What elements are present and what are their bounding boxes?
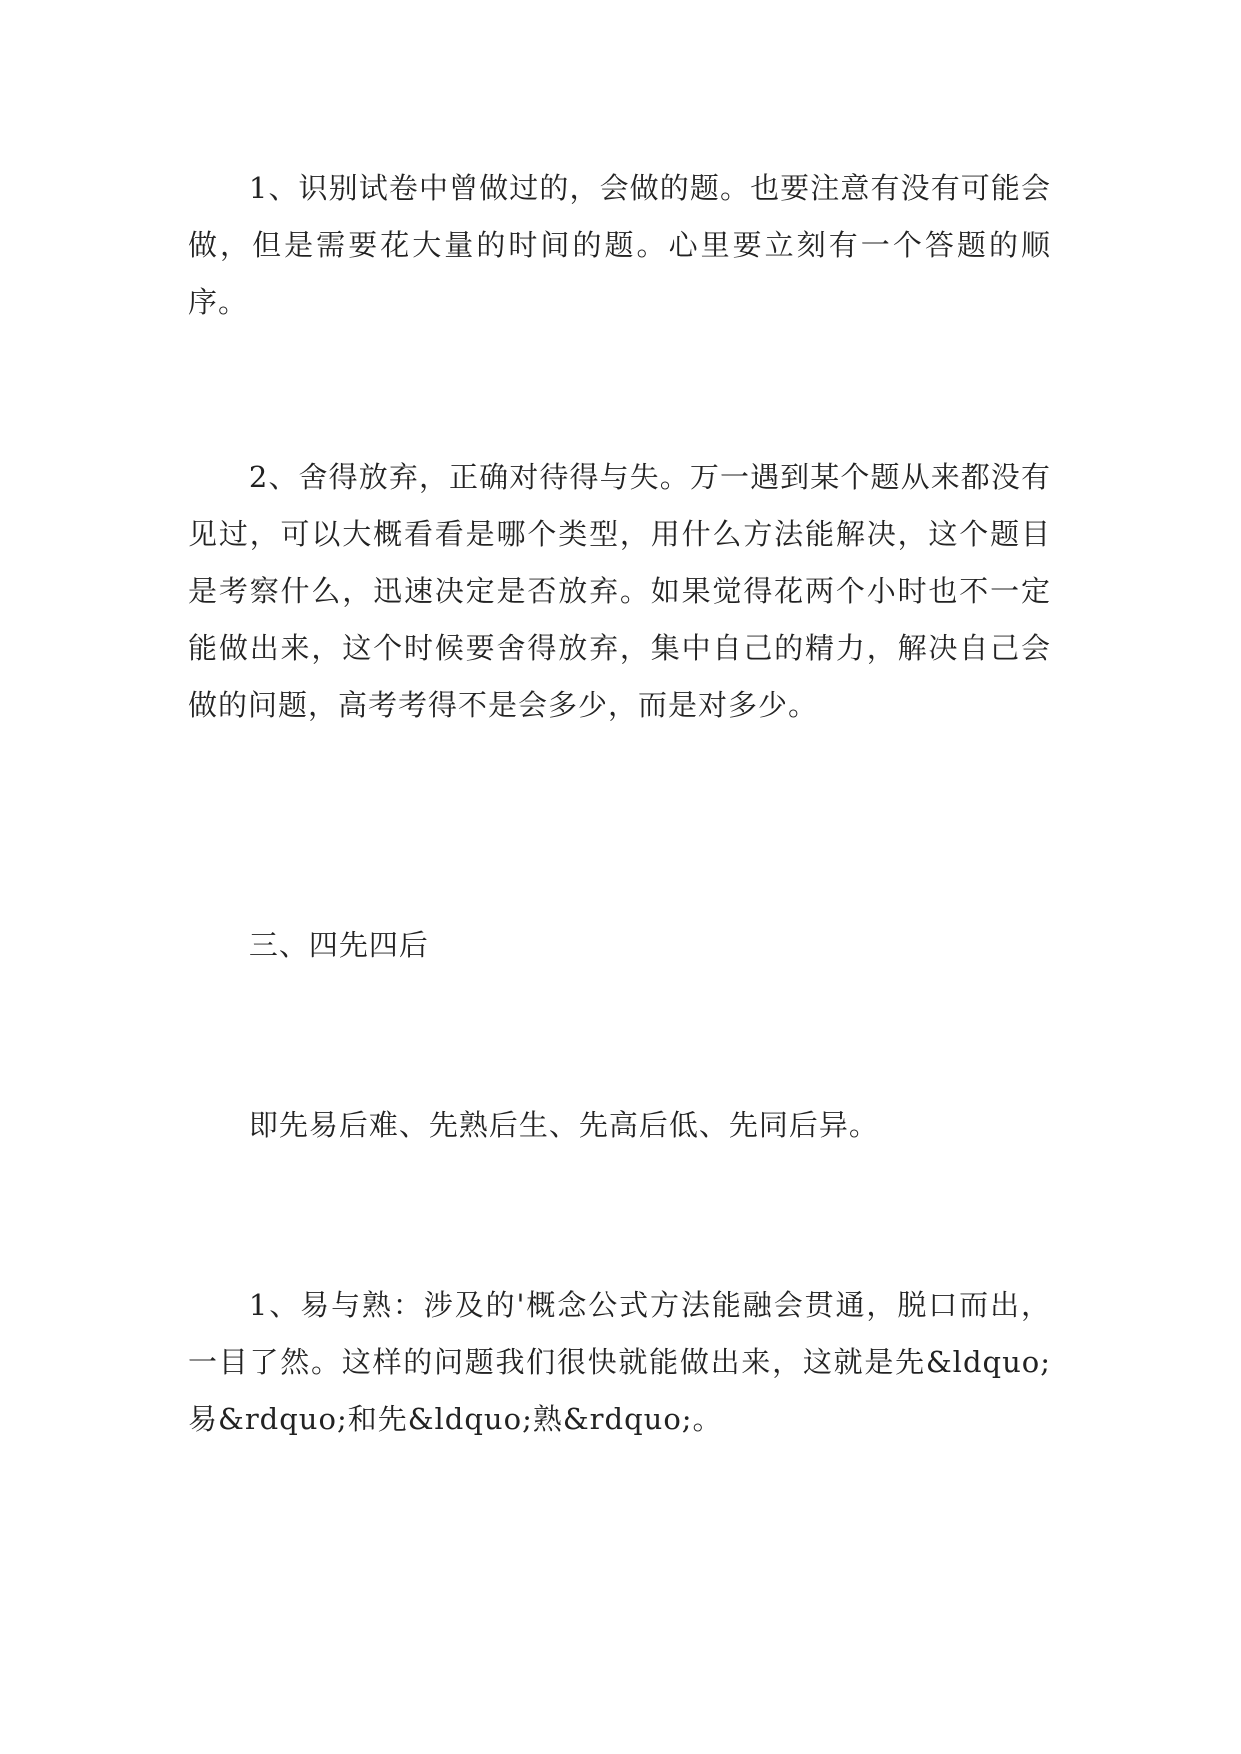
paragraph-four-principles: 即先易后难、先熟后生、先高后低、先同后异。 xyxy=(248,1108,879,1142)
section-heading: 三、四先四后 xyxy=(248,928,429,962)
paragraph-identify-questions: 1、识别试卷中曾做过的，会做的题。也要注意有没有可能会做，但是需要花大量的时间的题。心里要立刻有一个答题的顺序。 xyxy=(188,171,1051,319)
paragraph-easy-familiar: 1、易与熟：涉及的'概念公式方法能融会贯通，脱口而出，一目了然。这样的问题我们很快就能做出来，这就是先&ldquo;易&rdquo;和先&ldquo;熟&rdquo;。 xyxy=(188,1288,1051,1436)
paragraph-give-up: 2、舍得放弃，正确对待得与失。万一遇到某个题从来都没有见过，可以大概看看是哪个类型，用什么方法能解决，这个题目是考察什么，迅速决定是否放弃。如果觉得花两个小时也不一定能做出来，这个时候要舍得放弃，集中自己的精力，解决自己会做的问题，高考考得不是会多少，而是对多少。 xyxy=(188,460,1051,722)
